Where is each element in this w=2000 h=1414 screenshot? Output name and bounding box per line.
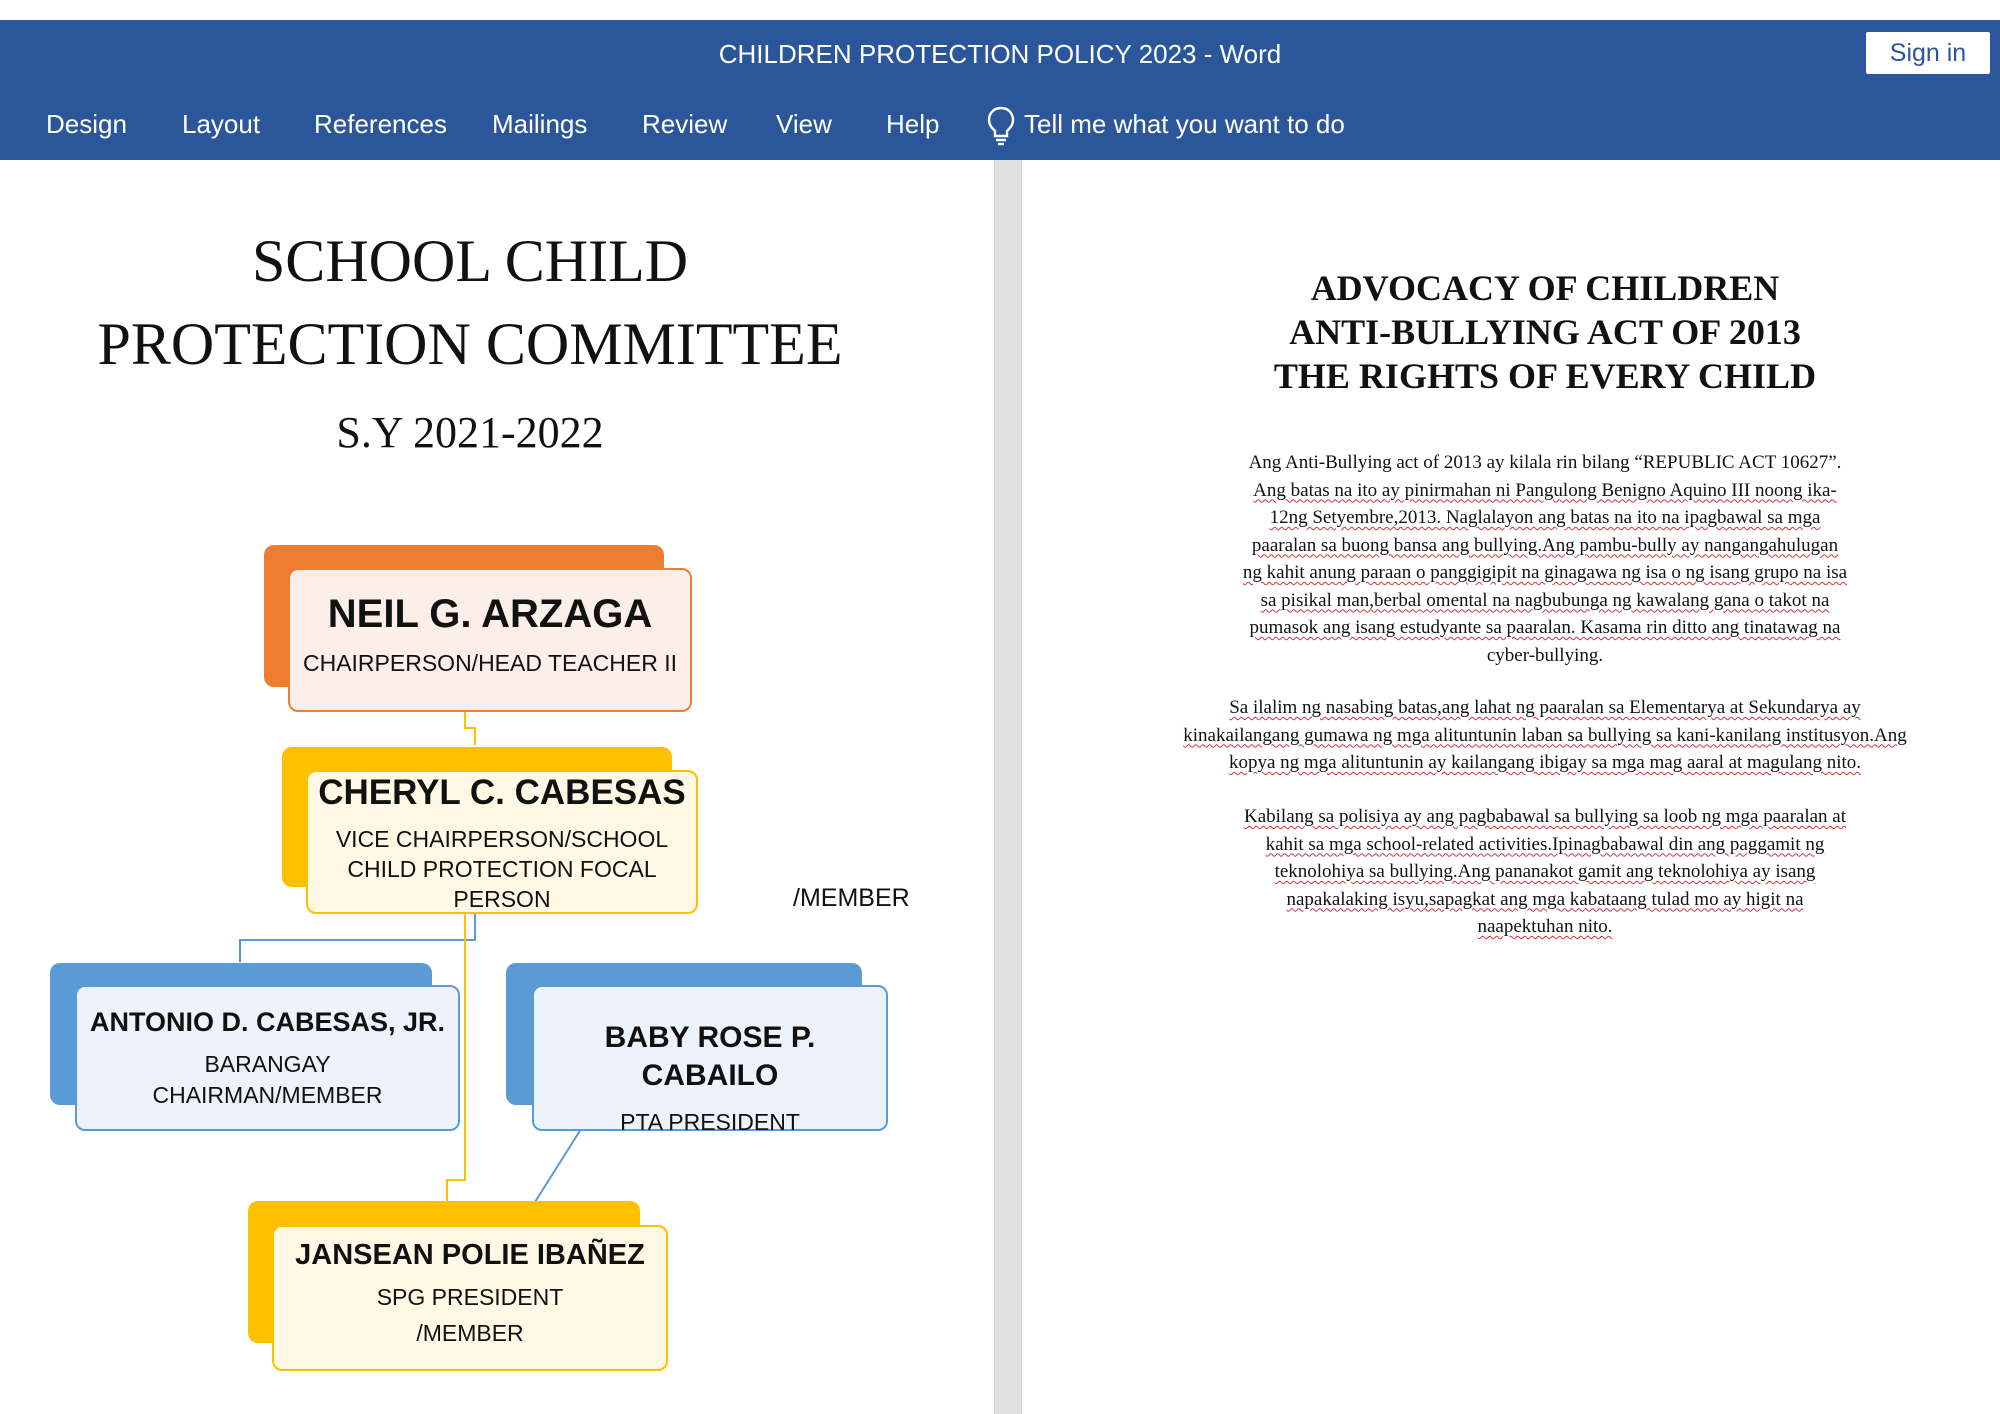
- paragraph-1-line: Ang batas na ito ay pinirmahan ni Pangulong Benigno Aquino III noong ika-: [1253, 479, 1837, 501]
- tab-help[interactable]: Help: [886, 109, 940, 139]
- vice-role-line2: CHILD PROTECTION FOCAL: [347, 856, 657, 882]
- paragraph-3-line: kahit sa mga school-related activities.Ipinagbabawal din ang paggamit ng: [1265, 833, 1825, 855]
- paragraph-1-line: 12ng Setyembre,2013. Naglalayon ang batas na ito na ipagbawal sa mga: [1269, 507, 1821, 528]
- barangay-name: ANTONIO D. CABESAS, JR.: [89, 1007, 446, 1037]
- pta-box: [532, 985, 888, 1135]
- advocacy-title-line2: ANTI-BULLYING ACT OF 2013: [1289, 312, 1801, 352]
- paragraph-1-line: paaralan sa buong bansa ang bullying.Ang pambu-bully ay nangangahulugan: [1251, 534, 1839, 556]
- paragraph-3-line: napakalaking isyu,sapagkat ang mga kabataang tulad mo ay higit na: [1286, 888, 1804, 910]
- paragraph-1: [1190, 449, 1900, 669]
- chair-name: NEIL G. ARZAGA: [327, 592, 653, 636]
- tab-mailings[interactable]: Mailings: [492, 109, 588, 139]
- vice-role: [308, 824, 696, 914]
- paragraph-3-line: teknolohiya sa bullying.Ang pananakot gamit ang teknolohiya ay isang: [1274, 861, 1816, 882]
- vice-role-line1: VICE CHAIRPERSON/SCHOOL: [335, 826, 669, 852]
- window-title: CHILDREN PROTECTION POLICY 2023 - Word: [718, 39, 1282, 69]
- paragraph-1-line: pumasok ang isang estudyante sa paaralan. Kasama rin ditto ang tinatawag na: [1249, 617, 1841, 638]
- paragraph-1-line: cyber-bullying.: [1486, 644, 1604, 666]
- chair-box: [288, 568, 692, 712]
- paragraph-3: [1190, 803, 1900, 941]
- tab-review[interactable]: Review: [642, 109, 728, 139]
- paragraph-3-line: Kabilang sa polisiya ay ang pagbabawal sa bullying sa loob ng mga paaralan at: [1243, 806, 1847, 827]
- spg-role-line1: SPG PRESIDENT: [376, 1284, 564, 1310]
- committee-title-line1: SCHOOL CHILD: [251, 228, 689, 294]
- paragraph-2: [1140, 694, 1950, 777]
- member-note: /MEMBER: [793, 884, 910, 912]
- spg-box: [272, 1225, 668, 1371]
- tell-me-search[interactable]: Tell me what you want to do: [1024, 109, 1345, 139]
- tab-design[interactable]: Design: [46, 109, 127, 139]
- vice-box: [306, 770, 698, 914]
- barangay-role-line1: BARANGAY: [204, 1051, 331, 1077]
- paragraph-2-line: kopya ng mga alituntunin ay kailangang ibigay sa mga mag aaral at magulang nito.: [1228, 752, 1862, 773]
- tab-layout[interactable]: Layout: [182, 109, 261, 139]
- sign-in-button[interactable]: Sign in: [1866, 32, 1990, 74]
- barangay-role-line2: CHAIRMAN/MEMBER: [152, 1082, 383, 1108]
- school-year: S.Y 2021-2022: [336, 408, 604, 457]
- barangay-box: [75, 985, 460, 1131]
- paragraph-3-line: naapektuhan nito.: [1477, 916, 1613, 937]
- spg-name: JANSEAN POLIE IBAÑEZ: [295, 1239, 645, 1271]
- spg-role-line2: /MEMBER: [416, 1320, 524, 1346]
- paragraph-2-line: Sa ilalim ng nasabing batas,ang lahat ng paaralan sa Elementarya at Sekundarya ay: [1229, 697, 1861, 718]
- advocacy-title: [1150, 266, 1940, 398]
- advocacy-title-line3: THE RIGHTS OF EVERY CHILD: [1273, 356, 1817, 396]
- pta-role: PTA PRESIDENT: [620, 1109, 800, 1135]
- vice-role-line3: PERSON: [453, 886, 551, 912]
- vice-name: CHERYL C. CABESAS: [318, 773, 686, 812]
- paragraph-1-line: Ang Anti-Bullying act of 2013 ay kilala rin bilang “REPUBLIC ACT 10627”.: [1248, 452, 1842, 473]
- paragraph-2-line: kinakailangang gumawa ng mga alituntunin laban sa bullying sa kani-kanilang institusyon.Ang: [1183, 724, 1907, 746]
- barangay-role: [77, 1049, 458, 1111]
- paragraph-1-line: sa pisikal man,berbal omental na nagbubunga ng kawalang gana o takot na: [1260, 589, 1830, 611]
- tab-view[interactable]: View: [776, 109, 832, 139]
- committee-title-line2: PROTECTION COMMITTEE: [97, 311, 843, 377]
- spg-role: [274, 1279, 666, 1351]
- chair-role: CHAIRPERSON/HEAD TEACHER II: [302, 650, 678, 676]
- paragraph-1-line: ng kahit anung paraan o panggigipit na ginagawa ng isa o ng isang grupo na isa: [1242, 562, 1848, 583]
- tab-references[interactable]: References: [314, 109, 447, 139]
- pta-name: BABY ROSE P. CABAILO: [604, 1021, 816, 1092]
- advocacy-title-line1: ADVOCACY OF CHILDREN: [1310, 268, 1780, 308]
